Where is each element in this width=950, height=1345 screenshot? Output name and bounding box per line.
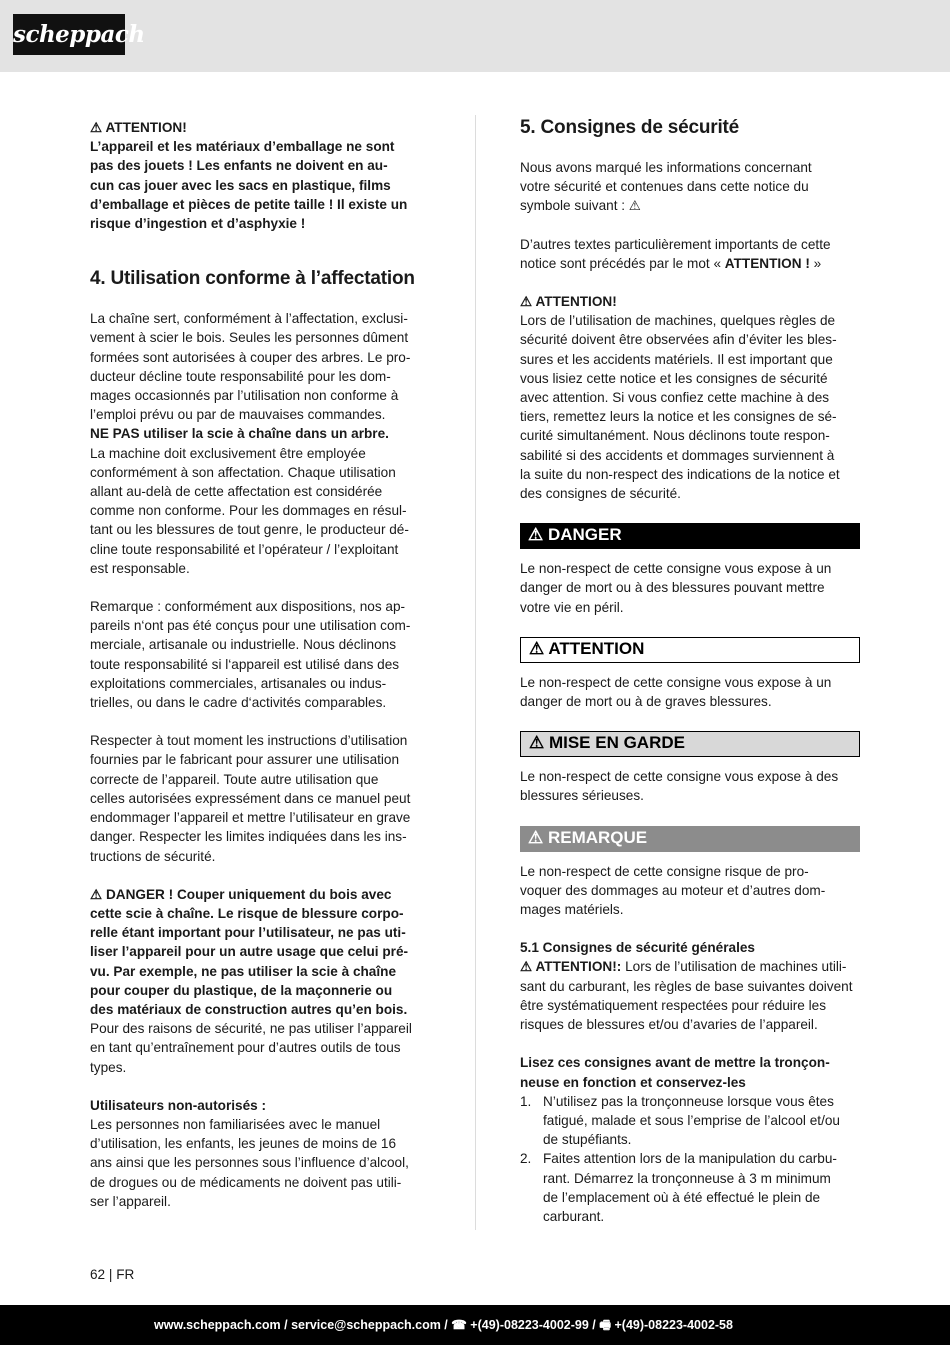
text-line: des consignes de sécurité. — [520, 486, 681, 502]
attention-warning-text — [90, 137, 430, 233]
intended-use-paragraph — [90, 309, 430, 578]
text-line: Les personnes non familiarisées avec le manuel — [90, 1116, 381, 1132]
text-line: celles autorisées expressément dans ce manuel peut — [90, 790, 411, 806]
text-line: d’utilisation, les enfants, les jeunes de moins de 16 — [90, 1136, 397, 1152]
attention-description — [520, 673, 860, 711]
warning-banner: ⚠ MISE EN GARDE — [520, 731, 860, 757]
text-line: Le non-respect de cette consigne vous expose à des — [520, 769, 839, 785]
text-line: ⚠ DANGER ! Couper uniquement du bois avec — [90, 886, 392, 902]
no-tree-warning: NE PAS utiliser la scie à chaîne dans un arbre. — [90, 426, 389, 442]
text-line: la suite du non-respect des indications de la notice et — [520, 466, 840, 482]
safety-symbol-paragraph — [520, 158, 860, 216]
section-5-heading: 5. Consignes de sécurité — [520, 117, 740, 138]
text-line: carburant. — [543, 1208, 605, 1224]
text-line: La machine doit exclusivement être employée — [90, 445, 366, 461]
text-line: cline toute responsabilité et l’opérateur / l’exploitant — [90, 541, 399, 557]
text-line: sécurité doivent être observées afin d’éviter les bles- — [520, 332, 837, 348]
text-line: Le non-respect de cette consigne vous expose à un — [520, 674, 832, 690]
text-line: D’autres textes particulièrement importants de cette — [520, 236, 831, 252]
right-column — [520, 116, 860, 1226]
text-line: danger de mort ou à des blessures pouvant mettre — [520, 580, 825, 596]
remark-paragraph — [90, 597, 430, 712]
list-item-text — [543, 1149, 860, 1226]
divider: | — [108, 1267, 117, 1282]
scheppach-logo: scheppach — [13, 14, 125, 55]
list-item — [520, 1149, 860, 1226]
text-line: liser l’appareil pour un autre usage que celui pré- — [90, 944, 409, 960]
text-line: blessures sérieuses. — [520, 788, 644, 804]
general-safety-paragraph — [520, 957, 860, 1034]
text-fragment: notice sont précédés par le mot « — [520, 255, 725, 271]
text-line: tiers, remettez leurs la notice et les consignes de sé- — [520, 409, 837, 425]
text-line: Respecter à tout moment les instructions d’utilisation — [90, 733, 408, 749]
text-line: votre vie en péril. — [520, 599, 624, 615]
text-line — [520, 254, 860, 273]
text-line: allant au-delà de cette affectation est considérée — [90, 484, 383, 500]
text-line: formées sont autorisées à couper des arbres. Le pro- — [90, 349, 411, 365]
text-line: Faites attention lors de la manipulation du carbu- — [543, 1151, 837, 1167]
text-line: être systématiquement respectées pour réduire les — [520, 997, 827, 1013]
attention-banner: ⚠ ATTENTION — [520, 637, 860, 663]
list-number: 1. — [520, 1093, 532, 1109]
text-line: sabilité si des accidents et dommages surviennent à — [520, 447, 835, 463]
warning-description — [520, 767, 860, 805]
section-5-1-heading: 5.1 Consignes de sécurité générales — [520, 940, 755, 956]
text-line: curité simultanément. Nous déclinons toute respon- — [520, 428, 830, 444]
text-line: avec attention. Si vous confiez cette machine à des — [520, 390, 830, 406]
page-number-value: 62 — [90, 1267, 106, 1282]
text-line: Remarque : conformément aux dispositions, nos ap- — [90, 599, 406, 615]
text-line: pour couper du plastique, de la maçonnerie ou — [90, 982, 393, 998]
footer-bar — [0, 1305, 950, 1345]
page-number — [90, 1265, 134, 1284]
text-line: vu. Par exemple, ne pas utiliser la scie à chaîne — [90, 963, 397, 979]
text-line: Lisez ces consignes avant de mettre la tronçon- — [520, 1055, 830, 1071]
text-line: Lors de l’utilisation de machines, quelques règles de — [520, 313, 836, 329]
text-line: pareils n‘ont pas été conçus pour une utilisation com- — [90, 618, 411, 634]
text-line: comme non conforme. Pour les dommages en résul- — [90, 503, 407, 519]
read-instructions-heading — [520, 1053, 860, 1091]
note-description — [520, 862, 860, 920]
text-line: de l’emplacement où à été effectué le plein de — [543, 1189, 821, 1205]
language-code: FR — [116, 1267, 135, 1282]
text-line: Le non-respect de cette consigne vous expose à un — [520, 561, 832, 577]
text-line: tant ou les blessures de tout genre, le producteur dé- — [90, 522, 409, 538]
attention-word-paragraph — [520, 235, 860, 273]
text-line: mages occasionnés par l’utilisation non conforme à — [90, 388, 399, 404]
text-line: trielles, ou dans le cadre d‘activités comparables. — [90, 695, 387, 711]
text-line: voquer des dommages au moteur et d’autres dom- — [520, 882, 826, 898]
unauthorized-users-heading: Utilisateurs non-autorisés : — [90, 1097, 266, 1113]
text-line: des matériaux de construction autres qu’en bois. — [90, 1001, 408, 1017]
machine-rules-paragraph — [520, 311, 860, 503]
text-line: Le non-respect de cette consigne risque de pro- — [520, 863, 809, 879]
list-number: 2. — [520, 1151, 532, 1167]
text-line: vous lisiez cette notice et les consignes de sécurité — [520, 370, 828, 386]
text-line: de stupéfiants. — [543, 1132, 632, 1148]
attention-keyword: ⚠ ATTENTION!: — [520, 959, 622, 975]
text-line: votre sécurité et contenues dans cette notice du — [520, 179, 809, 195]
column-divider — [475, 115, 476, 1230]
text-line: sant du carburant, les règles de base suivantes doivent — [520, 978, 853, 994]
list-item-text — [543, 1092, 860, 1150]
text-line: cette scie à chaîne. Le risque de blessure corpo- — [90, 905, 404, 921]
text-line: fatigué, malade et sous l’emprise de l’alcool et/ou — [543, 1112, 840, 1128]
text-line — [520, 957, 860, 976]
text-line: danger de mort ou à de graves blessures. — [520, 694, 772, 710]
text-line: toute responsabilité si l‘appareil est utilisé dans des — [90, 656, 400, 672]
text-line: en tant qu’entraînement pour d’autres outils de tous — [90, 1040, 401, 1056]
text-line: ducteur décline toute responsabilité pour les dom- — [90, 368, 391, 384]
text-line: est responsable. — [90, 560, 190, 576]
text-line: sures et les accidents matériels. Il est important que — [520, 351, 833, 367]
text-line: vement à scier le bois. Seules les personnes dûment — [90, 330, 409, 346]
danger-banner: ⚠ DANGER — [520, 523, 860, 549]
text-line: danger. Respecter les limites indiquées dans les ins- — [90, 829, 407, 845]
text-line: N’utilisez pas la tronçonneuse lorsque vous êtes — [543, 1093, 834, 1109]
attention-label: ⚠ ATTENTION! — [90, 120, 187, 135]
page-header-bar — [0, 0, 950, 72]
text-line: mages matériels. — [520, 902, 624, 918]
text-line: relle étant important pour l’utilisateur, ne pas uti- — [90, 925, 406, 941]
text-line: rant. Démarrez la tronçonneuse à 3 m minimum — [543, 1170, 831, 1186]
text-line: fournies par le fabricant pour assurer une utilisation — [90, 752, 400, 768]
attention-label: ⚠ ATTENTION! — [520, 294, 617, 310]
text-line: Nous avons marqué les informations concernant — [520, 160, 812, 175]
danger-wood-only-warning — [90, 885, 430, 1019]
text-line: endommager l’appareil et mettre l’utilisateur en grave — [90, 810, 411, 826]
instructions-paragraph — [90, 731, 430, 865]
contact-info: www.scheppach.com / service@scheppach.com / ☎ +(49)-08223-4002-99 / 🖷 +(49)-08223-4002-58 — [154, 1318, 733, 1332]
text-line: L’appareil et les matériaux d’emballage ne sont — [90, 139, 395, 155]
left-column — [90, 118, 430, 1211]
danger-description — [520, 559, 860, 617]
text-line: risque d’ingestion et d’asphyxie ! — [90, 216, 306, 232]
text-line: d’emballage et pièces de petite taille ! Il existe un — [90, 196, 408, 212]
text-line: pas des jouets ! Les enfants ne doivent en au- — [90, 158, 388, 174]
text-line: conformément à son affectation. Chaque utilisation — [90, 464, 396, 480]
text-fragment: Lors de l’utilisation de machines utili- — [621, 959, 847, 975]
text-line: Pour des raisons de sécurité, ne pas utiliser l’appareil — [90, 1021, 412, 1037]
section-4-heading: 4. Utilisation conforme à l’affectation — [90, 268, 415, 290]
attention-keyword: ATTENTION ! — [724, 255, 810, 271]
text-line: tructions de sécurité. — [90, 848, 216, 864]
text-line: ser l’appareil. — [90, 1193, 171, 1209]
text-line: symbole suivant : ⚠ — [520, 198, 641, 214]
text-line: correcte de l’appareil. Toute autre utilisation que — [90, 771, 379, 787]
text-line: de drogues ou de médicaments ne doivent pas utili- — [90, 1174, 402, 1190]
note-banner: ⚠ REMARQUE — [520, 826, 860, 852]
text-line: ans ainsi que les personnes sous l’influence d’alcool, — [90, 1155, 409, 1171]
text-line: l’emploi prévu ou par de mauvaises commandes. — [90, 407, 386, 423]
safety-reasons-paragraph — [90, 1019, 430, 1077]
text-line: types. — [90, 1059, 127, 1075]
text-line: exploitations commerciales, artisanales ou indus- — [90, 675, 387, 691]
text-line: La chaîne sert, conformément à l’affectation, exclusi- — [90, 311, 408, 327]
text-line: neuse en fonction et conservez-les — [520, 1074, 746, 1090]
text-fragment: » — [809, 255, 822, 271]
list-item — [520, 1092, 860, 1150]
text-line: risques de blessures et/ou d’avaries de l’appareil. — [520, 1017, 818, 1033]
unauthorized-users-paragraph — [90, 1115, 430, 1211]
safety-numbered-list — [520, 1092, 860, 1226]
text-line: merciale, artisanale ou industrielle. Nous déclinons — [90, 637, 397, 653]
text-line: cun cas jouer avec les sacs en plastique, films — [90, 177, 391, 193]
